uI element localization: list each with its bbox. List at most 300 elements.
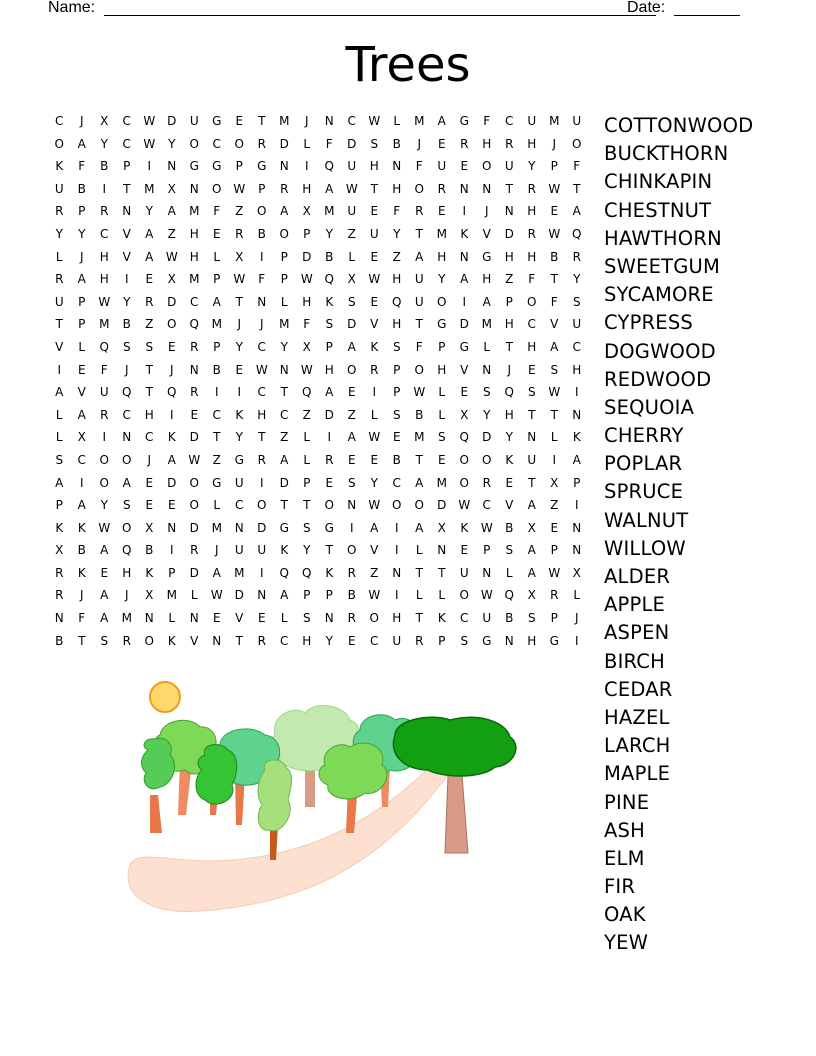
grid-letter[interactable]: L — [550, 430, 558, 445]
grid-letter[interactable]: I — [102, 181, 107, 196]
grid-letter[interactable]: U — [347, 204, 357, 219]
grid-letter[interactable]: O — [392, 498, 402, 513]
grid-letter[interactable]: X — [145, 588, 154, 603]
grid-letter[interactable]: B — [257, 226, 266, 241]
grid-letter[interactable]: A — [325, 181, 334, 196]
grid-letter[interactable]: T — [280, 498, 288, 513]
grid-letter[interactable]: F — [258, 272, 266, 287]
grid-letter[interactable]: W — [255, 362, 268, 377]
grid-letter[interactable]: K — [55, 159, 64, 174]
grid-letter[interactable]: K — [145, 565, 154, 580]
grid-letter[interactable]: T — [303, 498, 311, 513]
grid-letter[interactable]: E — [370, 204, 379, 219]
grid-letter[interactable]: O — [437, 294, 447, 309]
grid-letter[interactable]: E — [550, 204, 559, 219]
grid-letter[interactable]: N — [572, 407, 582, 422]
grid-letter[interactable]: E — [347, 452, 356, 467]
grid-letter[interactable]: U — [99, 385, 109, 400]
grid-letter[interactable]: L — [415, 588, 423, 603]
grid-letter[interactable]: E — [437, 136, 446, 151]
grid-letter[interactable]: K — [437, 611, 446, 626]
grid-letter[interactable]: M — [324, 204, 335, 219]
grid-letter[interactable]: V — [77, 385, 86, 400]
grid-letter[interactable]: B — [212, 362, 221, 377]
grid-letter[interactable]: B — [415, 407, 424, 422]
grid-letter[interactable]: L — [393, 114, 401, 128]
grid-letter[interactable]: T — [145, 385, 153, 400]
grid-letter[interactable]: D — [189, 565, 199, 580]
grid-letter[interactable]: M — [211, 317, 222, 332]
grid-letter[interactable]: I — [372, 385, 377, 400]
grid-letter[interactable]: S — [122, 498, 131, 513]
grid-letter[interactable]: Y — [145, 204, 153, 219]
grid-letter[interactable]: B — [505, 520, 514, 535]
grid-letter[interactable]: X — [55, 543, 64, 558]
grid-letter[interactable]: W — [368, 588, 381, 603]
grid-letter[interactable]: I — [394, 543, 399, 558]
grid-letter[interactable]: Z — [392, 249, 401, 264]
grid-letter[interactable]: W — [233, 272, 246, 287]
grid-letter[interactable]: R — [55, 272, 64, 287]
grid-letter[interactable]: Z — [302, 407, 311, 422]
grid-letter[interactable]: H — [527, 633, 537, 648]
grid-letter[interactable]: G — [212, 159, 222, 174]
grid-letter[interactable]: O — [414, 181, 424, 196]
grid-letter[interactable]: A — [347, 339, 356, 354]
grid-letter[interactable]: D — [167, 114, 177, 128]
grid-letter[interactable]: B — [550, 249, 559, 264]
grid-letter[interactable]: Y — [280, 339, 288, 354]
grid-letter[interactable]: W — [458, 498, 471, 513]
grid-letter[interactable]: B — [122, 317, 131, 332]
grid-letter[interactable]: A — [415, 475, 424, 490]
grid-letter[interactable]: P — [168, 565, 176, 580]
grid-letter[interactable]: V — [122, 249, 131, 264]
grid-letter[interactable]: J — [552, 136, 557, 151]
grid-letter[interactable]: Q — [324, 159, 334, 174]
grid-letter[interactable]: C — [235, 498, 244, 513]
grid-letter[interactable]: X — [100, 114, 109, 128]
grid-letter[interactable]: S — [392, 339, 401, 354]
date-field-line[interactable] — [674, 15, 740, 16]
grid-letter[interactable]: W — [98, 520, 111, 535]
grid-letter[interactable]: N — [572, 543, 582, 558]
grid-letter[interactable]: J — [259, 317, 264, 332]
grid-letter[interactable]: W — [233, 181, 246, 196]
grid-letter[interactable]: A — [145, 249, 154, 264]
grid-letter[interactable]: E — [257, 611, 266, 626]
grid-letter[interactable]: H — [189, 249, 199, 264]
grid-letter[interactable]: B — [77, 543, 86, 558]
grid-letter[interactable]: A — [77, 498, 86, 513]
grid-letter[interactable]: E — [167, 498, 176, 513]
grid-letter[interactable]: U — [257, 543, 267, 558]
grid-letter[interactable]: B — [55, 633, 64, 648]
grid-letter[interactable]: E — [325, 475, 334, 490]
grid-letter[interactable]: L — [78, 339, 86, 354]
grid-letter[interactable]: T — [573, 181, 581, 196]
grid-letter[interactable]: T — [280, 385, 288, 400]
grid-letter[interactable]: N — [527, 430, 537, 445]
grid-letter[interactable]: N — [257, 294, 267, 309]
grid-letter[interactable]: A — [550, 339, 559, 354]
grid-letter[interactable]: C — [212, 407, 221, 422]
grid-letter[interactable]: V — [55, 339, 64, 354]
grid-letter[interactable]: A — [437, 114, 446, 128]
grid-letter[interactable]: C — [100, 226, 109, 241]
grid-letter[interactable]: F — [483, 114, 491, 128]
grid-letter[interactable]: B — [505, 611, 514, 626]
grid-letter[interactable]: T — [258, 114, 266, 128]
grid-letter[interactable]: L — [415, 543, 423, 558]
grid-letter[interactable]: H — [257, 407, 267, 422]
grid-letter[interactable]: A — [55, 475, 64, 490]
grid-letter[interactable]: P — [213, 339, 221, 354]
grid-letter[interactable]: M — [234, 565, 245, 580]
grid-letter[interactable]: A — [527, 543, 536, 558]
grid-letter[interactable]: M — [414, 430, 425, 445]
grid-letter[interactable]: Z — [167, 226, 176, 241]
grid-letter[interactable]: L — [55, 249, 63, 264]
grid-letter[interactable]: L — [190, 588, 198, 603]
grid-letter[interactable]: U — [437, 159, 447, 174]
grid-letter[interactable]: D — [167, 294, 177, 309]
grid-letter[interactable]: G — [279, 520, 289, 535]
grid-letter[interactable]: X — [302, 339, 311, 354]
grid-letter[interactable]: R — [572, 249, 581, 264]
grid-letter[interactable]: N — [54, 611, 64, 626]
grid-letter[interactable]: O — [527, 294, 537, 309]
grid-letter[interactable]: W — [368, 498, 381, 513]
grid-letter[interactable]: L — [303, 136, 311, 151]
grid-letter[interactable]: Y — [303, 543, 311, 558]
grid-letter[interactable]: T — [123, 181, 131, 196]
grid-letter[interactable]: N — [212, 633, 222, 648]
grid-letter[interactable]: A — [460, 272, 469, 287]
grid-letter[interactable]: W — [480, 520, 493, 535]
grid-letter[interactable]: C — [527, 317, 536, 332]
grid-letter[interactable]: L — [438, 588, 446, 603]
grid-letter[interactable]: B — [145, 543, 154, 558]
grid-letter[interactable]: Y — [55, 226, 63, 241]
grid-letter[interactable]: D — [437, 498, 447, 513]
grid-letter[interactable]: L — [280, 294, 288, 309]
grid-letter[interactable]: J — [79, 588, 84, 603]
grid-letter[interactable]: P — [55, 498, 63, 513]
grid-letter[interactable]: O — [257, 204, 267, 219]
grid-letter[interactable]: M — [121, 611, 132, 626]
grid-letter[interactable]: D — [459, 317, 469, 332]
grid-letter[interactable]: S — [527, 611, 536, 626]
grid-letter[interactable]: Y — [100, 498, 108, 513]
grid-letter[interactable]: N — [482, 362, 492, 377]
grid-letter[interactable]: S — [482, 385, 491, 400]
grid-letter[interactable]: J — [124, 362, 129, 377]
grid-letter[interactable]: K — [460, 226, 469, 241]
grid-letter[interactable]: X — [527, 588, 536, 603]
grid-letter[interactable]: A — [370, 520, 379, 535]
grid-letter[interactable]: W — [548, 226, 561, 241]
grid-letter[interactable]: M — [99, 317, 110, 332]
grid-letter[interactable]: U — [572, 317, 582, 332]
grid-letter[interactable]: K — [77, 565, 86, 580]
grid-letter[interactable]: S — [527, 385, 536, 400]
grid-letter[interactable]: V — [550, 317, 559, 332]
grid-letter[interactable]: E — [437, 204, 446, 219]
grid-letter[interactable]: N — [504, 204, 514, 219]
grid-letter[interactable]: I — [574, 498, 579, 513]
grid-letter[interactable]: E — [370, 249, 379, 264]
grid-letter[interactable]: O — [189, 498, 199, 513]
grid-letter[interactable]: H — [504, 317, 514, 332]
grid-letter[interactable]: W — [480, 588, 493, 603]
grid-letter[interactable]: N — [392, 159, 402, 174]
grid-letter[interactable]: P — [303, 475, 311, 490]
grid-letter[interactable]: U — [54, 294, 64, 309]
grid-letter[interactable]: F — [550, 294, 558, 309]
grid-letter[interactable]: J — [417, 136, 422, 151]
grid-letter[interactable]: W — [548, 385, 561, 400]
grid-letter[interactable]: E — [235, 362, 244, 377]
grid-letter[interactable]: P — [303, 588, 311, 603]
grid-letter[interactable]: H — [527, 249, 537, 264]
grid-letter[interactable]: P — [483, 543, 491, 558]
grid-letter[interactable]: C — [347, 114, 356, 128]
grid-letter[interactable]: W — [548, 181, 561, 196]
grid-letter[interactable]: T — [415, 317, 423, 332]
grid-letter[interactable]: P — [303, 226, 311, 241]
grid-letter[interactable]: D — [167, 475, 177, 490]
grid-letter[interactable]: A — [482, 294, 491, 309]
grid-letter[interactable]: G — [234, 452, 244, 467]
grid-letter[interactable]: X — [437, 520, 446, 535]
grid-letter[interactable]: C — [257, 339, 266, 354]
grid-letter[interactable]: J — [507, 362, 512, 377]
grid-letter[interactable]: A — [527, 498, 536, 513]
grid-letter[interactable]: A — [280, 204, 289, 219]
grid-letter[interactable]: O — [347, 362, 357, 377]
grid-letter[interactable]: H — [302, 294, 312, 309]
grid-letter[interactable]: T — [258, 430, 266, 445]
grid-letter[interactable]: C — [280, 407, 289, 422]
grid-letter[interactable]: C — [122, 136, 131, 151]
grid-letter[interactable]: N — [234, 520, 244, 535]
grid-letter[interactable]: X — [347, 272, 356, 287]
grid-letter[interactable]: P — [550, 543, 558, 558]
grid-letter[interactable]: O — [482, 452, 492, 467]
grid-letter[interactable]: M — [279, 114, 290, 128]
grid-letter[interactable]: U — [482, 611, 492, 626]
grid-letter[interactable]: N — [257, 588, 267, 603]
grid-letter[interactable]: N — [189, 181, 199, 196]
grid-letter[interactable]: R — [415, 633, 424, 648]
grid-letter[interactable]: A — [145, 226, 154, 241]
grid-letter[interactable]: O — [54, 136, 64, 151]
grid-letter[interactable]: Y — [235, 430, 243, 445]
grid-letter[interactable]: L — [573, 588, 581, 603]
grid-letter[interactable]: U — [459, 565, 469, 580]
grid-letter[interactable]: E — [145, 498, 154, 513]
grid-letter[interactable]: K — [167, 430, 176, 445]
grid-letter[interactable]: I — [124, 272, 129, 287]
grid-letter[interactable]: E — [145, 475, 154, 490]
grid-letter[interactable]: A — [212, 565, 221, 580]
grid-letter[interactable]: P — [438, 633, 446, 648]
grid-letter[interactable]: C — [122, 407, 131, 422]
grid-letter[interactable]: Q — [122, 543, 132, 558]
grid-letter[interactable]: I — [259, 475, 264, 490]
grid-letter[interactable]: A — [100, 543, 109, 558]
grid-letter[interactable]: R — [190, 543, 199, 558]
grid-letter[interactable]: H — [122, 565, 132, 580]
grid-letter[interactable]: F — [528, 272, 536, 287]
grid-letter[interactable]: N — [347, 498, 357, 513]
grid-letter[interactable]: O — [347, 543, 357, 558]
grid-letter[interactable]: K — [325, 294, 334, 309]
grid-letter[interactable]: I — [79, 475, 84, 490]
grid-letter[interactable]: M — [144, 181, 155, 196]
grid-letter[interactable]: O — [167, 317, 177, 332]
grid-letter[interactable]: S — [100, 633, 109, 648]
grid-letter[interactable]: C — [482, 498, 491, 513]
grid-letter[interactable]: I — [394, 588, 399, 603]
grid-letter[interactable]: G — [189, 159, 199, 174]
grid-letter[interactable]: Y — [123, 294, 131, 309]
grid-letter[interactable]: M — [189, 204, 200, 219]
grid-letter[interactable]: O — [369, 611, 379, 626]
grid-letter[interactable]: X — [550, 475, 559, 490]
grid-letter[interactable]: F — [78, 611, 86, 626]
grid-letter[interactable]: Q — [99, 339, 109, 354]
grid-letter[interactable]: R — [55, 588, 64, 603]
grid-letter[interactable]: M — [414, 114, 425, 128]
grid-letter[interactable]: E — [347, 633, 356, 648]
grid-letter[interactable]: H — [527, 204, 537, 219]
grid-letter[interactable]: P — [258, 181, 266, 196]
grid-letter[interactable]: T — [213, 430, 221, 445]
grid-letter[interactable]: T — [528, 475, 536, 490]
grid-letter[interactable]: R — [55, 565, 64, 580]
grid-letter[interactable]: A — [415, 520, 424, 535]
grid-letter[interactable]: R — [325, 452, 334, 467]
grid-letter[interactable]: Z — [505, 272, 514, 287]
grid-letter[interactable]: K — [280, 543, 289, 558]
grid-letter[interactable]: L — [213, 498, 221, 513]
grid-letter[interactable]: R — [505, 136, 514, 151]
grid-letter[interactable]: E — [190, 407, 199, 422]
grid-letter[interactable]: Y — [78, 226, 86, 241]
grid-letter[interactable]: O — [572, 136, 582, 151]
grid-letter[interactable]: R — [527, 181, 536, 196]
grid-letter[interactable]: H — [527, 136, 537, 151]
grid-letter[interactable]: A — [100, 588, 109, 603]
grid-letter[interactable]: Q — [302, 565, 312, 580]
grid-letter[interactable]: F — [325, 136, 333, 151]
grid-letter[interactable]: Q — [504, 588, 514, 603]
grid-letter[interactable]: F — [415, 339, 423, 354]
grid-letter[interactable]: U — [414, 272, 424, 287]
grid-letter[interactable]: Y — [438, 272, 446, 287]
grid-letter[interactable]: T — [145, 362, 153, 377]
grid-letter[interactable]: T — [415, 611, 423, 626]
grid-letter[interactable]: I — [259, 565, 264, 580]
grid-letter[interactable]: D — [302, 249, 312, 264]
grid-letter[interactable]: O — [482, 159, 492, 174]
grid-letter[interactable]: H — [369, 159, 379, 174]
grid-letter[interactable]: V — [482, 226, 491, 241]
grid-letter[interactable]: R — [280, 181, 289, 196]
grid-letter[interactable]: O — [99, 452, 109, 467]
grid-letter[interactable]: F — [303, 317, 311, 332]
grid-letter[interactable]: N — [167, 520, 177, 535]
grid-letter[interactable]: E — [212, 226, 221, 241]
grid-letter[interactable]: X — [77, 430, 86, 445]
grid-letter[interactable]: E — [77, 362, 86, 377]
grid-letter[interactable]: A — [212, 294, 221, 309]
grid-letter[interactable]: Z — [280, 430, 289, 445]
grid-letter[interactable]: E — [370, 452, 379, 467]
grid-letter[interactable]: E — [145, 272, 154, 287]
grid-letter[interactable]: K — [572, 430, 581, 445]
grid-letter[interactable]: L — [213, 249, 221, 264]
grid-letter[interactable]: O — [234, 136, 244, 151]
grid-letter[interactable]: I — [574, 385, 579, 400]
grid-letter[interactable]: W — [345, 181, 358, 196]
grid-letter[interactable]: B — [347, 588, 356, 603]
grid-letter[interactable]: R — [347, 565, 356, 580]
grid-letter[interactable]: U — [504, 159, 514, 174]
grid-letter[interactable]: U — [234, 543, 244, 558]
grid-letter[interactable]: T — [505, 181, 513, 196]
grid-letter[interactable]: S — [460, 633, 469, 648]
grid-letter[interactable]: K — [235, 407, 244, 422]
grid-letter[interactable]: O — [257, 498, 267, 513]
grid-letter[interactable]: Y — [100, 136, 108, 151]
grid-letter[interactable]: Z — [347, 226, 356, 241]
grid-letter[interactable]: C — [55, 114, 64, 128]
grid-letter[interactable]: O — [414, 362, 424, 377]
grid-letter[interactable]: B — [392, 452, 401, 467]
grid-letter[interactable]: Q — [324, 272, 334, 287]
grid-letter[interactable]: S — [550, 362, 559, 377]
grid-letter[interactable]: M — [436, 226, 447, 241]
grid-letter[interactable]: O — [122, 520, 132, 535]
grid-letter[interactable]: O — [99, 475, 109, 490]
grid-letter[interactable]: Y — [235, 339, 243, 354]
grid-letter[interactable]: D — [279, 475, 289, 490]
grid-letter[interactable]: E — [212, 611, 221, 626]
grid-letter[interactable]: R — [527, 226, 536, 241]
grid-letter[interactable]: G — [212, 114, 222, 128]
grid-letter[interactable]: A — [122, 475, 131, 490]
grid-letter[interactable]: V — [190, 633, 199, 648]
grid-letter[interactable]: T — [505, 339, 513, 354]
grid-letter[interactable]: I — [462, 294, 467, 309]
grid-letter[interactable]: Q — [302, 385, 312, 400]
grid-letter[interactable]: X — [145, 520, 154, 535]
grid-letter[interactable]: N — [459, 249, 469, 264]
grid-letter[interactable]: K — [325, 565, 334, 580]
grid-letter[interactable]: T — [415, 452, 423, 467]
grid-letter[interactable]: R — [257, 136, 266, 151]
grid-letter[interactable]: T — [528, 407, 536, 422]
grid-letter[interactable]: P — [280, 249, 288, 264]
grid-letter[interactable]: S — [55, 452, 64, 467]
grid-letter[interactable]: U — [414, 294, 424, 309]
grid-letter[interactable]: R — [100, 204, 109, 219]
grid-letter[interactable]: N — [392, 565, 402, 580]
grid-letter[interactable]: R — [190, 339, 199, 354]
